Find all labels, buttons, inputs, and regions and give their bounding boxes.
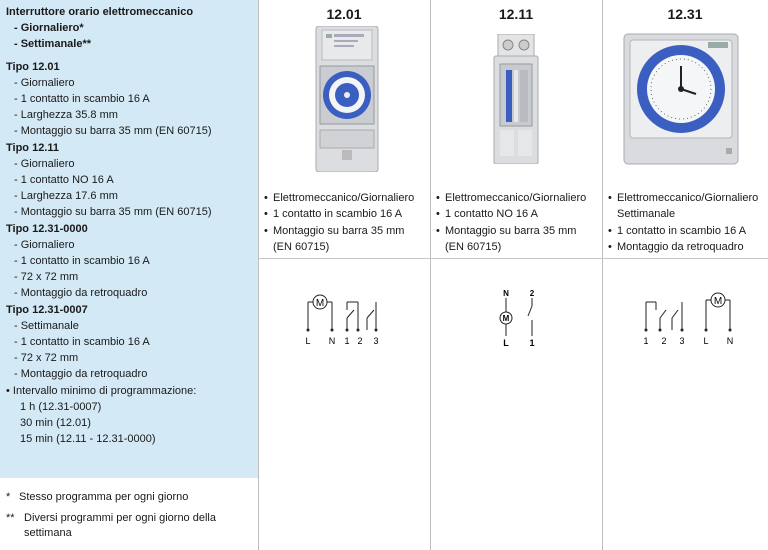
spec-item: • Montaggio su barra 35 mm [264,223,430,239]
footnote-text: Stesso programma per ogni giorno [19,491,189,503]
terminal-label: 3 [373,336,379,346]
product-title: 12.31 [667,6,703,22]
terminal-label: 1 [643,336,649,346]
wiring-diagram-12-01 [296,288,396,350]
footnote-mark: * [6,491,11,503]
footnote-mark: ** [6,512,15,524]
left-panel-text [6,4,256,447]
spec-item: • Elettromeccanico/Giornaliero [608,190,768,206]
type-heading: Tipo 12.31-0000 [6,222,88,235]
interval-heading: • Intervallo minimo di programmazione: [6,384,197,397]
motor-label: M [713,296,723,307]
type-item: - Giornaliero [14,157,75,170]
type-item: - 1 contatto in scambio 16 A [14,93,150,106]
terminal-label: L [703,336,709,346]
type-item: - 1 contatto in scambio 16 A [14,255,150,268]
interval-line: 1 h (12.31-0007) [20,400,102,413]
type-heading: Tipo 12.01 [6,60,60,73]
footnote [6,511,256,541]
type-item: - 1 contatto NO 16 A [14,174,114,187]
footnotes [6,490,256,547]
interval-line: 30 min (12.01) [20,417,91,430]
spec-item: • 1 contatto in scambio 16 A [608,223,768,239]
terminal-label: L [305,336,311,346]
spec-item: • 1 contatto NO 16 A [436,206,602,222]
spec-item: • Elettromeccanico/Giornaliero [264,190,430,206]
terminal-label: N [328,336,336,346]
type-item: - Larghezza 35.8 mm [14,109,118,122]
type-item: - Montaggio su barra 35 mm (EN 60715) [14,206,212,219]
spec-item-continuation-text: (EN 60715) [273,240,330,253]
divider [258,0,259,550]
motor-label: M [315,298,325,309]
product-image-12-01 [312,26,382,172]
divider [602,0,603,550]
type-item: - Settimanale [14,319,79,332]
spec-list [608,190,768,255]
terminal-label: N [503,289,509,298]
terminal-label: 1 [529,338,535,348]
terminal-label: 2 [529,289,535,298]
terminal-label: 1 [344,336,350,346]
type-item: - Giornaliero [14,76,75,89]
type-heading: Tipo 12.11 [6,141,59,154]
type-item: - Montaggio su barra 35 mm (EN 60715) [14,125,212,138]
spec-list [436,190,602,255]
wiring-diagram-12-11 [494,286,544,348]
footnote-text: Diversi programmi per ogni giorno della settimana [24,512,216,539]
terminal-label: L [503,338,509,348]
panel-title: Interruttore orario elettromeccanico [6,6,194,18]
panel-title-item: - Giornaliero* [14,22,84,35]
footnote [6,490,256,505]
spec-item-continuation-text: Settimanale [617,208,676,221]
product-title: 12.11 [498,6,534,22]
spec-item-continuation [608,206,768,222]
spec-item-continuation-text: (EN 60715) [445,240,502,253]
type-item: - Giornaliero [14,238,75,251]
type-item: - 1 contatto in scambio 16 A [14,336,150,349]
spec-item: • Elettromeccanico/Giornaliero [436,190,602,206]
spec-item: • Montaggio da retroquadro [608,239,768,255]
terminal-label: N [726,336,734,346]
divider [430,0,431,550]
terminal-label: 3 [679,336,685,346]
motor-label: M [502,314,510,323]
spec-item-continuation [264,239,430,255]
interval-line: 15 min (12.11 - 12.31-0000) [20,433,156,446]
spec-item-continuation [436,239,602,255]
spec-item: • Montaggio su barra 35 mm [436,223,602,239]
type-item: - Larghezza 17.6 mm [14,190,118,203]
product-image-12-11 [492,34,540,164]
terminal-label: 2 [661,336,667,346]
terminal-label: 2 [357,336,363,346]
type-heading: Tipo 12.31-0007 [6,303,88,316]
divider [258,258,768,259]
panel-title-item: - Settimanale** [14,38,92,51]
product-title: 12.01 [326,6,362,22]
product-image-12-31 [622,32,740,166]
spec-list [264,190,430,255]
type-item: - Montaggio da retroquadro [14,368,148,381]
type-item: - Montaggio da retroquadro [14,287,148,300]
wiring-diagram-12-31 [636,286,746,350]
spec-item: • 1 contatto in scambio 16 A [264,206,430,222]
type-item: - 72 x 72 mm [14,271,79,284]
type-item: - 72 x 72 mm [14,352,79,365]
